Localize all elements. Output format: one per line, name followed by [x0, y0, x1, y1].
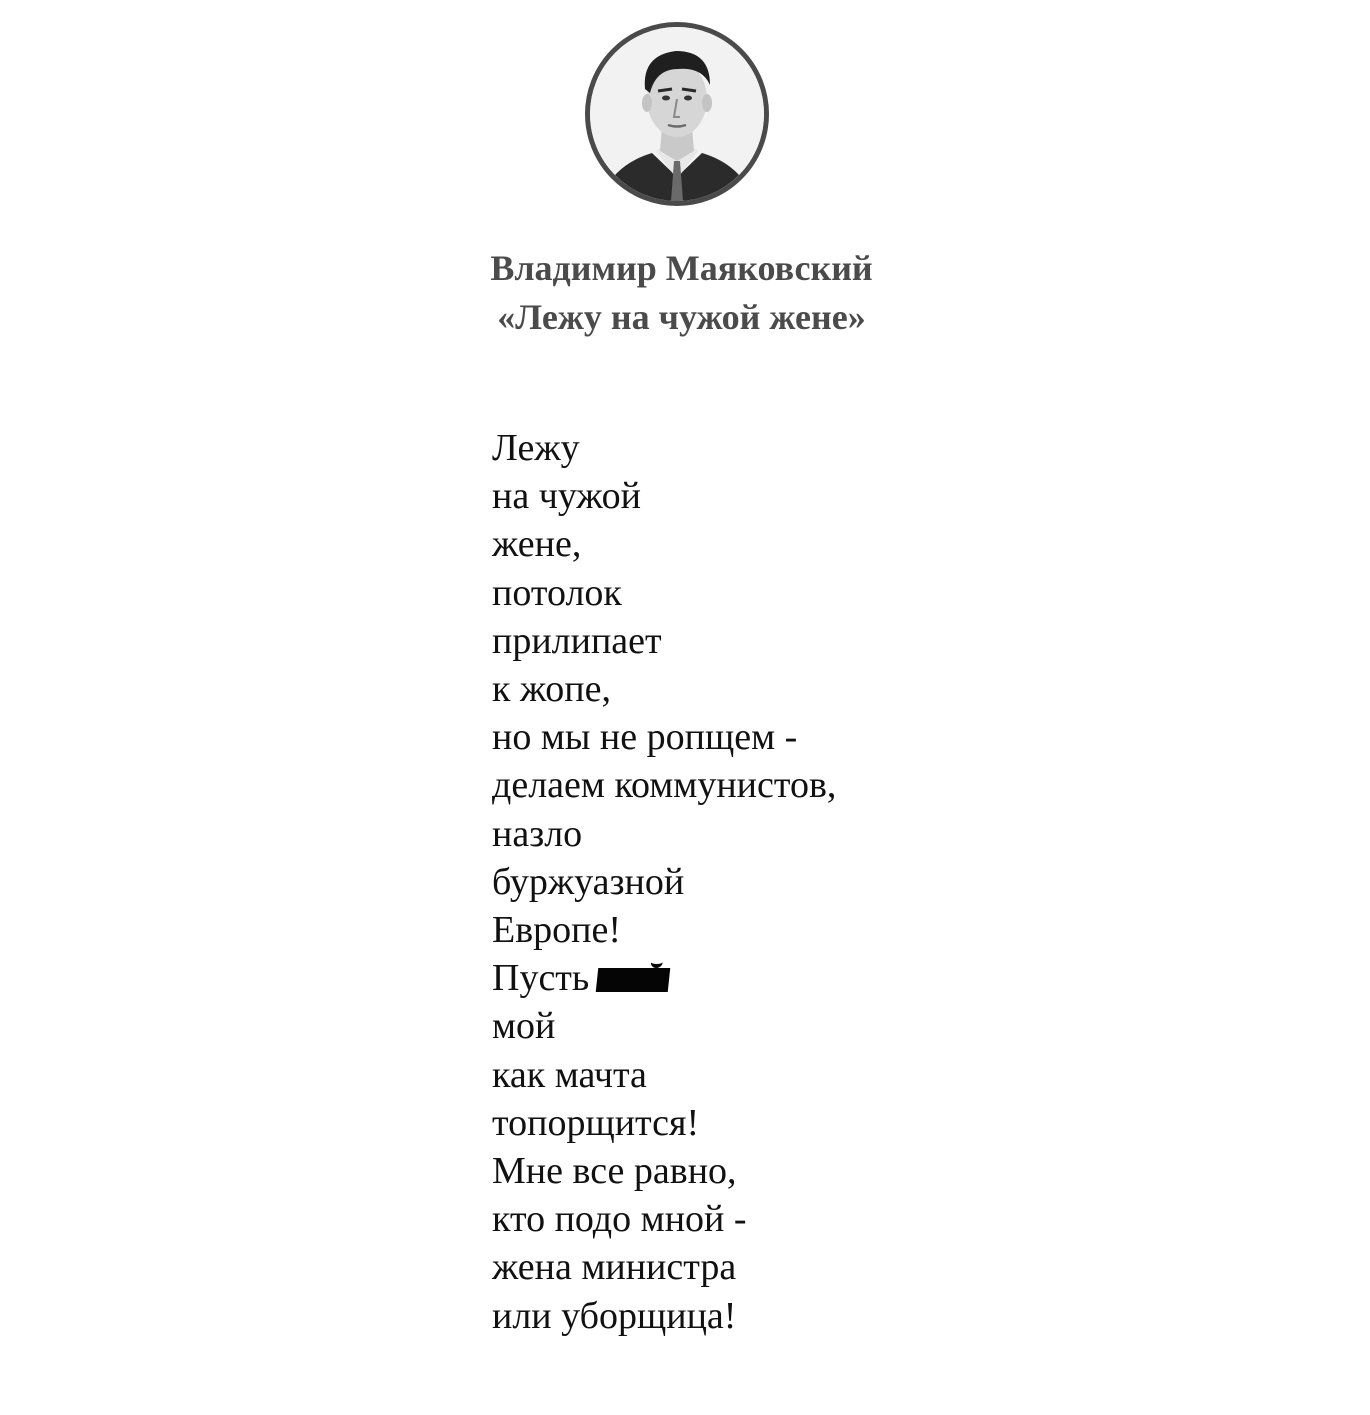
poem-line: Лежу: [492, 427, 580, 469]
poem-line: делаем коммунистов,: [492, 764, 837, 807]
author-portrait-icon: [590, 27, 764, 201]
poem-line-text: Пусть: [492, 957, 590, 1000]
poem-line: прилипает: [492, 619, 662, 662]
poem-line: назло: [492, 812, 583, 855]
poem-title: «Лежу на чужой жене»: [497, 297, 866, 337]
poem-header: [0, 244, 1363, 342]
author-portrait: [585, 22, 769, 206]
poem-line: мой: [492, 1005, 556, 1048]
poem-line: потолок: [492, 571, 622, 614]
poem-line: на чужой: [492, 475, 641, 518]
poem-line: Европе!: [492, 909, 622, 952]
poem-line: кто подо мной -: [492, 1198, 747, 1241]
poem-line: буржуазной: [492, 860, 685, 903]
poem-text: [492, 424, 836, 1340]
poem-line: как мачта: [492, 1053, 647, 1096]
poem-line: жене,: [492, 523, 582, 566]
poem-line: но мы не ропщем -: [492, 716, 798, 759]
poem-line: к жопе,: [492, 668, 611, 711]
poem-line: [492, 954, 836, 1002]
author-name: Владимир Маяковский: [490, 248, 873, 288]
poem-line: Мне все равно,: [492, 1150, 737, 1193]
poem-line: или уборщица!: [492, 1294, 737, 1337]
redaction-mark: [596, 968, 671, 992]
poem-line: жена министра: [492, 1246, 737, 1289]
poem-line: топорщится!: [492, 1101, 700, 1144]
